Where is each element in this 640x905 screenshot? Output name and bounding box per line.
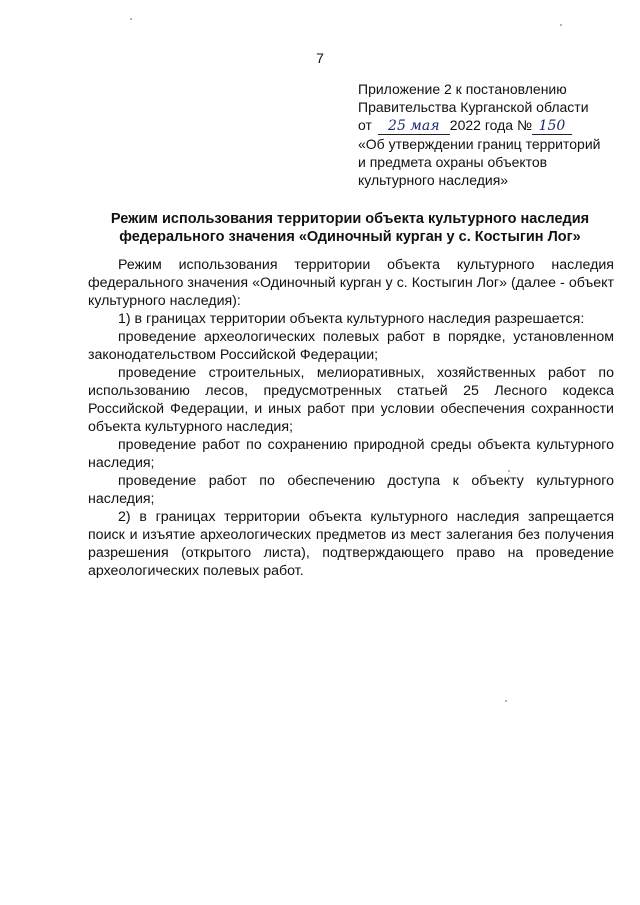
paragraph: Режим использования территории объекта культурного наследия федерального значения «Одиночный курган у с. Костыгин Лог» (далее - объект культурного наследия):: [88, 257, 614, 309]
handwritten-number: 150: [532, 119, 572, 135]
title-line-1: Режим использования территории объекта культурного наследия: [110, 211, 590, 227]
handwritten-date: 25 мая: [378, 119, 450, 135]
paragraph: проведение работ по обеспечению доступа к объекту культурного наследия;: [88, 473, 614, 507]
appendix-line-1: Приложение 2 к постановлению: [358, 81, 567, 97]
title-line-2: федерального значения «Одиночный курган у с. Костыгин Лог»: [119, 229, 581, 245]
appendix-block: [358, 80, 618, 189]
paragraph: проведение строительных, мелиоративных, хозяйственных работ по использованию лесов, предусмотренных статьей 25 Лесного кодекса Российской Федерации, и иных работ при условии обеспечения сохранности объекта культурного наследия;: [88, 365, 614, 435]
appendix-line-5: и предмета охраны объектов: [358, 154, 548, 170]
paragraph: проведение археологических полевых работ в порядке, установленном законодательством Российской Федерации;: [88, 329, 614, 363]
appendix-line-2: Правительства Курганской области: [358, 99, 589, 115]
scan-speck: [508, 470, 510, 472]
paragraph: проведение работ по сохранению природной среды объекта культурного наследия;: [88, 437, 614, 471]
year-text: 2022 года №: [449, 117, 532, 133]
document-title: [90, 210, 610, 246]
scan-speck: [560, 24, 562, 26]
scan-speck: [505, 700, 507, 702]
date-prefix: от: [358, 117, 372, 133]
document-body: [88, 256, 614, 580]
page-number: 7: [316, 50, 324, 66]
paragraph: 2) в границах территории объекта культурного наследия запрещается поиск и изъятие археологических предметов из мест залегания без получения разрешения (открытого листа), подтверждающего право на проведение археологических полевых работ.: [88, 509, 614, 579]
appendix-line-6: культурного наследия»: [358, 172, 509, 188]
appendix-line-4: «Об утверждении границ территорий: [358, 136, 601, 152]
paragraph: 1) в границах территории объекта культурного наследия разрешается:: [118, 311, 585, 327]
appendix-date-line: [358, 116, 618, 135]
scan-speck: [130, 18, 132, 20]
